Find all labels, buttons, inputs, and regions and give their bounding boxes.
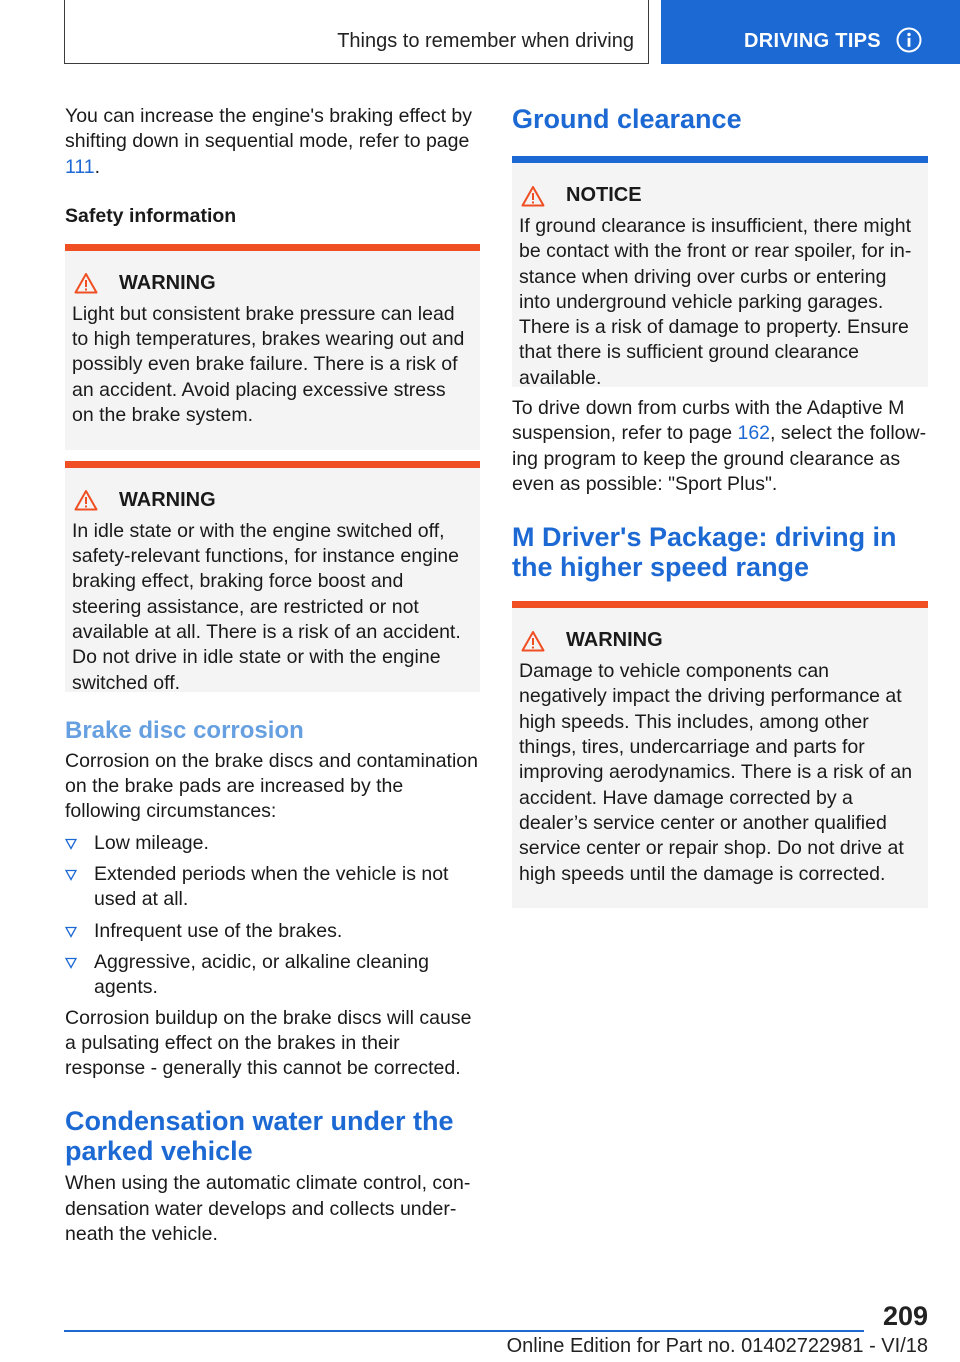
section-title: Things to remember when driving: [337, 30, 634, 52]
condensation-text: When using the automatic climate control, condensation water develops and collects underneath the vehicle.: [65, 1172, 471, 1246]
header-section-bar: [64, 0, 649, 64]
drive-paragraph: [512, 396, 928, 497]
page-link-162[interactable]: 162: [737, 422, 771, 445]
mdp-heading: M Driver's Package: driving in the higher speed range: [512, 522, 897, 583]
warning-label-text: WARNING: [566, 629, 663, 652]
page-link-111[interactable]: 111: [65, 155, 95, 178]
warning-box-2: [65, 461, 480, 692]
list-item: [65, 831, 480, 856]
warning-triangle-icon: [74, 272, 98, 294]
warning-text: In idle state or with the engine switched off, safety-relevant functions, for instance engine braking effect, braking force boost and steering assistance, are restricted or not available at all. There is a risk of an accident. Do not drive in idle state or with the engine switched off.: [72, 519, 461, 694]
info-icon[interactable]: [896, 27, 922, 53]
ground-clearance-heading: Ground clearance: [512, 104, 742, 134]
notice-box: [512, 156, 928, 387]
warning-triangle-icon: [521, 630, 545, 652]
list-item-text: Extended periods when the vehicle is not used at all.: [94, 863, 449, 911]
list-item: [65, 919, 480, 944]
intro-paragraph: [65, 104, 480, 180]
corrosion-heading: Brake disc corrosion: [65, 716, 304, 744]
page-number: 209: [882, 1301, 928, 1331]
corrosion-intro: Corrosion on the brake discs and contamination on the brake pads are increased by the following circumstances:: [65, 749, 478, 823]
drive-text-end: , select the following program to keep the ground clearance as even as possible: "Sport Plus".: [512, 422, 927, 495]
warning-label: [74, 488, 472, 513]
right-column: [512, 104, 928, 908]
warning-label-text: WARNING: [119, 271, 216, 294]
notice-text: If ground clearance is insufficient, there might be contact with the front or rear spoiler, for instance when driving over curbs or entering into underground vehicle parking garages. There is a risk of damage to property. Ensure that there is sufficient ground clearance available.: [519, 215, 912, 389]
footer-divider: [64, 1330, 864, 1332]
list-item: [65, 862, 480, 913]
left-column: [65, 104, 480, 1247]
warning-label: [74, 271, 472, 296]
warning-text: Damage to vehicle components can negatively impact the driving performance at high speeds. This includes, among other things, tires, undercarriage and parts for improving aerodynamics. There is a risk of an accident. Have damage corrected by a dealer’s service center or another qualified service center or repair shop. Do not drive at high speeds until the damage is corrected.: [519, 660, 913, 885]
triangle-bullet-icon: [65, 838, 77, 850]
warning-triangle-icon: [74, 489, 98, 511]
condensation-heading: Condensation water under the parked vehicle: [65, 1106, 454, 1167]
warning-label-text: WARNING: [119, 488, 216, 511]
header-tab[interactable]: [661, 0, 960, 64]
warning-box-3: [512, 601, 928, 908]
list-item-text: Infrequent use of the brakes.: [94, 919, 343, 942]
corrosion-outro: Corrosion buildup on the brake discs will cause a pulsating effect on the brakes in their response - generally this cannot be corrected.: [65, 1006, 472, 1080]
warning-label: [521, 628, 920, 653]
safety-heading: Safety information: [65, 204, 237, 227]
triangle-bullet-icon: [65, 926, 77, 938]
warning-text: Light but consistent brake pressure can lead to high temperatures, brakes wearing out and possibly even brake failure. There is a risk of an accident. Avoid placing excessive stress on the brake system.: [72, 302, 465, 427]
corrosion-list: [65, 831, 480, 1001]
list-item-text: Aggressive, acidic, or alkaline cleaning agents.: [94, 950, 429, 999]
intro-end: .: [94, 155, 101, 178]
footer-edition: Online Edition for Part no. 01402722981 - VI/18: [506, 1335, 928, 1357]
tab-title: DRIVING TIPS: [744, 30, 881, 52]
triangle-bullet-icon: [65, 957, 77, 969]
notice-label-text: NOTICE: [566, 184, 642, 206]
warning-triangle-icon: [521, 185, 545, 207]
intro-text: You can increase the engine's braking effect by shifting down in sequential mode, refer to page: [65, 105, 473, 153]
warning-box-1: [65, 244, 480, 450]
drive-text: To drive down from curbs with the Adaptive M suspension, refer to page: [512, 397, 905, 445]
triangle-bullet-icon: [65, 869, 77, 881]
list-item-text: Low mileage.: [94, 831, 209, 854]
notice-label: [521, 183, 920, 208]
list-item: [65, 950, 480, 1001]
